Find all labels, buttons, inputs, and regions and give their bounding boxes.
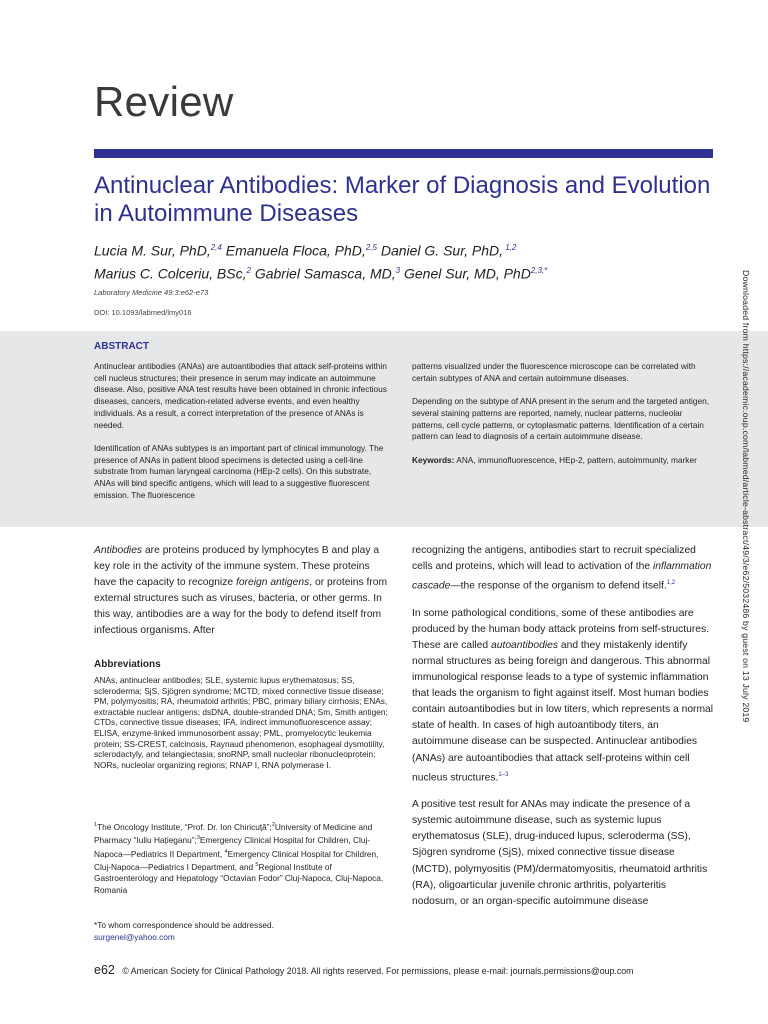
author-affiliation-ref[interactable]: 2,4: [210, 243, 222, 252]
article-title: Antinuclear Antibodies: Marker of Diagnosis and Evolution in Autoimmune Diseases: [94, 172, 711, 227]
correspondence-email-link[interactable]: surgenel@yahoo.com: [94, 932, 175, 942]
body-left-column: [94, 543, 390, 651]
keywords-list: ANA, immunofluorescence, HEp-2, pattern, autoimmunity, marker: [456, 454, 697, 465]
copyright-text: © American Society for Clinical Pathology 2018. All rights reserved. For permissions, please e-mail: journals.permissions@oup.com: [122, 966, 634, 976]
emphasis: foreign antigens: [235, 577, 310, 589]
abbreviations-text: ANAs, antinuclear antibodies; SLE, systemic lupus erythematosus; SS, scleroderma; SjS, Sjögren syndrome; MCTD, mixed connective tissue disease; PM, polymyositis; RA, rheumatoid arthritis; PBC, primary biliary cirrhosis; ENAs, extractable nuclear antigens; dsDNA, double-stranded DNA; Sm, Smith antigen; CTDs, connective tissue diseases; IFA, indirect immunofluorescence assay; ELISA, enzyme-linked immunosorbent assay; PML, promyelocytic leukemia protein; SS-CREST, calcinosis, Raynaud phenomenon, esophageal dysmotility, sclerodactyly, and telangiectasia; snoRNP, small nucleolar ribonucleoprotein; NORs, nucleolar organizing regions; RNAP I, RNA polymerase I.: [94, 675, 388, 770]
abstract-paragraph: patterns visualized under the fluorescence microscope can be correlated with certain subtypes of ANA and certain autoimmune diseases.: [412, 361, 696, 383]
abstract-paragraph: Identification of ANAs subtypes is an important part of clinical immunology. The presence of ANAs in patient blood specimens is detected using a cell-line substrate from human laryngeal carcinoma (HEp-2 cells). On this substrate, ANAs will bind specific antigens, which will lead to a suggestive fluorescent emission. The fluorescence: [94, 442, 384, 500]
author-affiliation-ref[interactable]: 2,3,*: [530, 265, 548, 275]
abstract-right-column: [412, 361, 714, 478]
abstract-heading: ABSTRACT: [94, 341, 149, 352]
author-name: Daniel G. Sur, PhD,: [376, 242, 503, 259]
reference-link[interactable]: 1,2: [666, 580, 676, 587]
body-paragraph: A positive test result for ANAs may indicate the presence of a systemic autoimmune disease, such as systemic lupus erythematosus (SLE), drug-induced lupus, scleroderma (SS), Sjögren syndrome (SjS), mixed connective tissue disease (MCTD), polymyositis (PM)/dermatomyositis, rheumatoid arthritis (RA), oligoarticular juvenile chronic arthritis, polyarteritis nodosum, or an organ-specific autoimmune disease: [412, 799, 708, 907]
abstract-left-column: [94, 361, 390, 513]
correspondence-note: *To whom correspondence should be addressed.: [94, 920, 274, 930]
author-line-2: [94, 261, 714, 284]
body-paragraph: recognizing the antigens, antibodies start to recruit specialized cells and proteins, which will lead to activation of the inflammation cascade—the response of the organism to defend itself.$^{1,2}$: [412, 545, 712, 592]
emphasis: inflammation cascade: [412, 561, 712, 592]
author-affiliation-ref[interactable]: 2,5: [365, 243, 377, 252]
author-affiliation-ref[interactable]: 1,2: [503, 243, 517, 252]
abstract-paragraph: Depending on the subtype of ANA present in the serum and the targeted antigen, several staining patterns are reported, namely, nuclear patterns, nucleolar patterns, cell cycle patterns, or cytoplasmatic patterns. Identification of a certain pattern can lead to diagnosis of a certain autoimmune disease.: [412, 396, 710, 442]
affiliations: $^1$The Oncology Institute, “Prof. Dr. Ion Chiricuță”;$^2$University of Medicine and Pharmacy “Iuliu Hațieganu”;$^3$Emergency Clinical Hospital for Children, Cluj-Napoca—Pediatrics II Department, $^4$Emergency Clinical Hospital for Children, Cluj-Napoca—Pediatrics I Department, and $^5$Regional Institute of Gastroenterology and Hepatology “Octavian Fodor” Cluj-Napoca, Cluj-Napoca, Romania: [94, 821, 384, 896]
author-list: [94, 238, 714, 283]
author-line-1: [94, 238, 714, 261]
author-name: Gabriel Samasca, MD,: [250, 265, 396, 282]
page-footer: [94, 963, 734, 977]
page-number: e62: [94, 963, 115, 977]
author-name: Emanuela Floca, PhD,: [221, 242, 366, 259]
abstract-paragraph: Antinuclear antibodies (ANAs) are autoantibodies that attack self-proteins within cell nucleus structures; their presence in serum may indicate an autoimmune disease. Also, positive ANA test results have been obtained in chronic infectious diseases, cancers, medication-related adverse events, and even healthy individuals. As a result, a correct interpretation of the presence of ANAs is needed.: [94, 361, 387, 430]
author-name: Marius C. Colceriu, BSc,: [94, 265, 247, 282]
author-name: Lucia M. Sur, PhD,: [94, 242, 211, 259]
body-paragraph: Antibodies are proteins produced by lymphocytes B and play a key role in the activity of the immune system. These proteins have the capacity to recognize foreign antigens, or proteins from external structures such as viruses, bacteria, or other germs. In this way, antibodies are a way for the body to defend itself from infectious organisms. After: [94, 545, 388, 637]
section-label: Review: [94, 78, 234, 125]
author-affiliation-ref[interactable]: 2: [246, 265, 251, 275]
author-name: Genel Sur, MD, PhD: [400, 265, 531, 282]
correspondence: [94, 919, 392, 943]
body-paragraph: In some pathological conditions, some of these antibodies are produced by the human body attack proteins from self-structures. These are called autoantibodies and they mistakenly identify normal structures as being foreign and dangerous. This abnormal immunological response leads to a type of systemic inflammation that leads the organism to fight against itself. Most human bodies contain autoantibodies but in low titers, which represents a normal state of health. In cases of high autoantibody titers, an autoimmune disease can be suspected. Antinuclear antibodies (ANAs) are autoantibodies that attack self-proteins within cell nucleus structures.$^{1-3}$: [412, 607, 714, 784]
doi[interactable]: DOI: 10.1093/labmed/lmy016: [94, 308, 192, 317]
author-affiliation-ref[interactable]: 3: [395, 265, 401, 275]
journal-citation: Laboratory Medicine 49:3:e62-e73: [94, 288, 209, 297]
keywords-label: Keywords:: [412, 454, 455, 465]
reference-link[interactable]: 1–3: [498, 771, 509, 778]
emphasis: autoantibodies: [491, 639, 558, 651]
header-rule: [94, 149, 713, 158]
emphasis: Antibodies: [94, 545, 143, 556]
keywords: [412, 455, 714, 467]
body-right-column: [412, 543, 714, 921]
download-watermark: [741, 270, 755, 765]
abbreviations-heading: Abbreviations: [94, 659, 161, 670]
download-watermark-text: Downloaded from https://academic.oup.com/labmed/article-abstract/49/3/e62/5032486 by guest on 13 July 2019: [741, 270, 751, 723]
